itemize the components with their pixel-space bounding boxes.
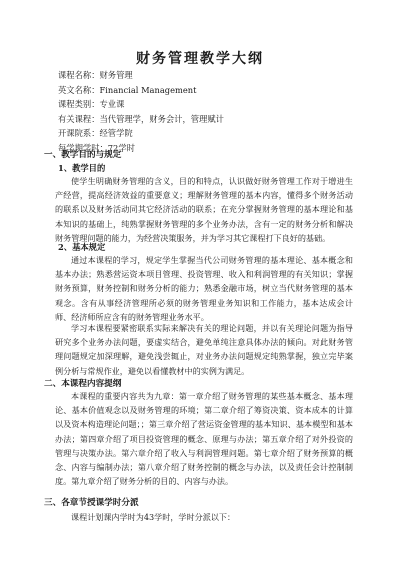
meta-hours: 每学期学时：72学时	[58, 142, 135, 153]
meta-course-type: 课程类别：专业课	[58, 99, 125, 110]
section-heading-1: 一、教学目的与规定	[44, 150, 122, 160]
meta-course-name: 课程名称：财务管理	[58, 70, 133, 80]
course-meta	[58, 68, 224, 156]
meta-english-name: 英文名称：Financial Management	[58, 84, 197, 95]
paragraph-course-outline: 本课程的重要内容共为九章：第一章介绍了财务管理的某些基本概念、基本理论、基本价值观念以及财务管理的环境；第二章介绍了筹资决策、资本成本的计算以及资本构造理论问题；；第三章介绍了营运资金管理的基本知识、基本模型和基本办法；第四章介绍了项目投资管理的概念、原理与办法；第五章介绍了对外投资的管理与决策办法。第六章介绍了收入与利润管理问题。第七章介绍了财务预算的概念、内容与编制办法；第八章介绍了财务控制的概念与办法，以及责任会计控制制度。第九章介绍了财务分析的目的、内容与办法。	[55, 391, 353, 487]
paragraph-teaching-goal: 使学生明确财务管理的含义，目的和特点，认识做好财务管理工作对于增进生产经营，提高经济效益的重要意义；理解财务管理的基本内容，懂得多个财务活动的联系以及财务活动同其它经济活动的联系；在充分掌握财务管理的基本理论和基本知识的基础上，纯熟掌握财务管理的多个业务办法，含有一定的财务分析和解决财务管理问题的能力，为经营决策服务，并为学习其它课程打下良好的基础。	[55, 176, 353, 243]
paragraph-hours-allocation: 课程计划课内学时为43学时，学时分派以下：	[71, 512, 236, 522]
meta-related-courses: 有关课程：当代管理学，财务会计，管理赋计	[58, 113, 224, 124]
section-heading-2: 二、本课程内容提纲	[44, 379, 122, 389]
subheading-basic-requirements: 2、基本规定	[58, 242, 106, 252]
paragraph-basic-requirements: 通过本课程的学习，规定学生掌握当代公司财务管理的基本理论、基本概念和基本办法；熟悉营运资本项目管理、投资管理、收入和利润管理的有关知识；掌握财务预算，财务控制和财务分析的能力；熟悉金融市场，树立当代财务管理的基本观念。含有从事经济管理所必须的财务管理业务知识和工作能力，基本达成会计师、经济师所应含有的财务管理业务水平。	[55, 255, 353, 322]
section-heading-3: 三、各章节授课学时分派	[44, 498, 139, 508]
meta-department: 开课院系：经管学院	[58, 128, 133, 139]
document-title: 财务管理教学大纲	[136, 51, 264, 67]
paragraph-study-method: 学习本课程要紧密联系实际来解决有关的理论问题，并以有关理论问题为指导研究多个业务办法问题，要虚实结合，避免单纯注意具体办法的倾向。对此财务管理问题规定加深理解，避免浅尝辄止，对业务办法问题规定纯熟掌握，独立完毕案例分析与常规作业，避免以看懂教材中的实例为满足。	[55, 323, 353, 376]
subheading-teaching-goal: 1、教学目的	[58, 163, 106, 173]
